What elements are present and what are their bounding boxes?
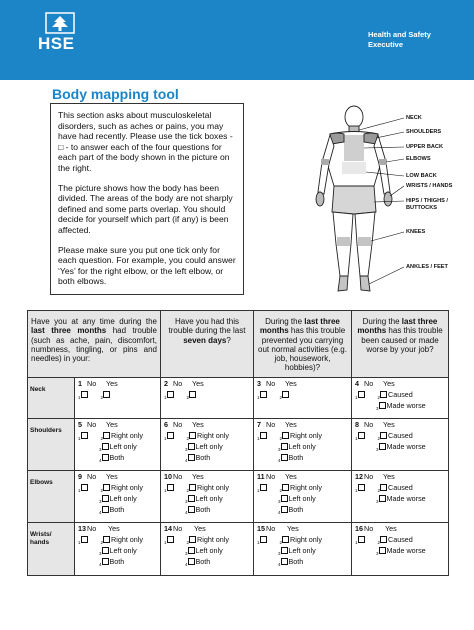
wrists-q1-right-checkbox[interactable] <box>103 536 110 543</box>
label-hips-line-1: HIPS / THIGHS / <box>406 198 448 204</box>
shoulders-q4-cell: 8 No Yes $_1$ $_2$ Caused $_3$ Made worse <box>352 419 449 471</box>
shoulders-q2-no-checkbox[interactable] <box>167 432 174 439</box>
shoulders-q2-right-checkbox[interactable] <box>189 432 196 439</box>
wrists-q1-left-checkbox[interactable] <box>102 547 109 554</box>
shoulders-q1-right-checkbox[interactable] <box>103 432 110 439</box>
shoulders-q2-both-checkbox[interactable] <box>188 454 195 461</box>
wrists-q4-caused-checkbox[interactable] <box>380 536 387 543</box>
label-elbows: ELBOWS <box>406 156 431 162</box>
label-shoulders: SHOULDERS <box>406 129 442 135</box>
questionnaire-table <box>27 310 449 576</box>
label-knees: KNEES <box>406 229 426 235</box>
elbows-q2-left-checkbox[interactable] <box>188 495 195 502</box>
table-row <box>28 523 449 576</box>
neck-q3-yes-checkbox[interactable] <box>282 391 289 398</box>
shoulders-q2-left-checkbox[interactable] <box>188 443 195 450</box>
body-part-shoulders: Shoulders <box>28 419 75 471</box>
wrists-q1-cell: 13No Yes $_1$ $_2$ Right only $_3$ Left only $_4$ Both <box>75 523 161 576</box>
shoulders-q1-both-checkbox[interactable] <box>102 454 109 461</box>
shoulders-q3-left-checkbox[interactable] <box>281 443 288 450</box>
hse-header-banner <box>0 0 474 80</box>
wrists-q4-no-checkbox[interactable] <box>358 536 365 543</box>
wrists-q2-cell: 14No Yes $_1$ $_2$ Right only $_3$ Left only $_4$ Both <box>161 523 254 576</box>
body-part-neck: Neck <box>28 378 75 419</box>
wrists-q1-no-checkbox[interactable] <box>81 536 88 543</box>
question-2-header: Have you had this trouble during the last seven days? <box>161 311 254 378</box>
table-header-row <box>28 311 449 378</box>
elbows-q3-both-checkbox[interactable] <box>281 506 288 513</box>
table-row <box>28 471 449 523</box>
elbows-q4-no-checkbox[interactable] <box>358 484 365 491</box>
elbows-q4-cell: 12No Yes $_1$ $_2$ Caused $_3$ Made worse <box>352 471 449 523</box>
label-wrists-hands: WRISTS / HANDS <box>406 183 453 189</box>
wrists-q3-cell: 15No Yes $_1$ $_2$ Right only $_3$ Left only $_4$ Both <box>254 523 352 576</box>
elbows-q2-cell: 10No Yes $_1$ $_2$ Right only $_3$ Left only $_4$ Both <box>161 471 254 523</box>
table-row <box>28 419 449 471</box>
shoulders-q4-no-checkbox[interactable] <box>358 432 365 439</box>
neck-q4-caused-checkbox[interactable] <box>380 391 387 398</box>
neck-q3-no-checkbox[interactable] <box>260 391 267 398</box>
elbows-q1-right-checkbox[interactable] <box>103 484 110 491</box>
logo-text: HSE <box>38 34 75 53</box>
table-row <box>28 378 449 419</box>
shoulders-q4-made-worse-checkbox[interactable] <box>379 443 386 450</box>
shoulders-q3-right-checkbox[interactable] <box>282 432 289 439</box>
shoulders-q1-left-checkbox[interactable] <box>102 443 109 450</box>
shoulders-q3-both-checkbox[interactable] <box>281 454 288 461</box>
page-title: Body mapping tool <box>52 86 179 102</box>
organisation-name <box>368 30 458 50</box>
neck-q4-no-checkbox[interactable] <box>358 391 365 398</box>
label-ankles-feet: ANKLES / FEET <box>406 264 448 270</box>
wrists-q4-made-worse-checkbox[interactable] <box>379 547 386 554</box>
body-part-wrists-hands <box>28 523 75 576</box>
wrists-q2-both-checkbox[interactable] <box>188 558 195 565</box>
instructions-paragraph-1: This section asks about musculoskeletal disorders, such as aches or pains, you may have had recently. Please use the tick boxes - □ - to answer each of the four questions for each part of the body shown in the picture on the right. <box>58 110 233 173</box>
body-part-elbows: Elbows <box>28 471 75 523</box>
label-upper-back: UPPER BACK <box>406 144 443 150</box>
wrists-q3-both-checkbox[interactable] <box>281 558 288 565</box>
neck-q1-cell: 1 No Yes $_1$ $_2$ <box>75 378 161 419</box>
shoulders-q1-cell: 5 No Yes $_1$ $_2$ Right only $_3$ Left only $_4$ Both <box>75 419 161 471</box>
instructions-box <box>50 103 244 295</box>
elbows-q3-no-checkbox[interactable] <box>260 484 267 491</box>
elbows-q3-cell: 11No Yes $_1$ $_2$ Right only $_3$ Left only $_4$ Both <box>254 471 352 523</box>
shoulders-q3-no-checkbox[interactable] <box>260 432 267 439</box>
question-1-header: Have you at any time during the last three months had trouble (such as ache, pain, discomfort, numbness, tingling, or pins and needles) in your: <box>28 311 161 378</box>
elbows-q2-both-checkbox[interactable] <box>188 506 195 513</box>
wrists-q2-left-checkbox[interactable] <box>188 547 195 554</box>
neck-q2-cell: 2 No Yes $_1$ $_2$ <box>161 378 254 419</box>
elbows-q3-right-checkbox[interactable] <box>282 484 289 491</box>
neck-q1-no-checkbox[interactable] <box>81 391 88 398</box>
shoulders-q1-no-checkbox[interactable] <box>81 432 88 439</box>
instructions-paragraph-3: Please make sure you put one tick only for each question. For example, you could answer ‘Yes’ for the right elbow, or the left elbow, or both elbows. <box>58 244 236 287</box>
question-3-header: During the last three months has this trouble prevented you carrying out normal activities (e.g. job, housework, hobbies)? <box>254 311 352 378</box>
instructions-paragraph-2: The picture shows how the body has been divided. The areas of the body are not sharply defined and some parts overlap. You should decide for yourself which part (if any) is been affected. <box>58 182 233 235</box>
elbows-q1-both-checkbox[interactable] <box>102 506 109 513</box>
shoulders-q3-cell: 7 No Yes $_1$ $_2$ Right only $_3$ Left only $_4$ Both <box>254 419 352 471</box>
neck-q4-cell: 4 No Yes $_1$ $_2$ Caused $_3$ Made worse <box>352 378 449 419</box>
elbows-q4-made-worse-checkbox[interactable] <box>379 495 386 502</box>
label-neck: NECK <box>406 115 422 121</box>
wrists-q2-no-checkbox[interactable] <box>167 536 174 543</box>
elbows-q2-right-checkbox[interactable] <box>189 484 196 491</box>
wrists-q2-right-checkbox[interactable] <box>189 536 196 543</box>
label-low-back: LOW BACK <box>406 173 437 179</box>
body-part-wrists-line-1: Wrists/ <box>30 531 52 538</box>
wrists-q3-no-checkbox[interactable] <box>260 536 267 543</box>
label-hips-thighs-buttocks <box>406 198 448 211</box>
wrists-q4-cell: 16No Yes $_1$ $_2$ Caused $_3$ Made worse <box>352 523 449 576</box>
elbows-q1-left-checkbox[interactable] <box>102 495 109 502</box>
elbows-q3-left-checkbox[interactable] <box>281 495 288 502</box>
body-map-figure <box>250 104 474 300</box>
shoulders-q4-caused-checkbox[interactable] <box>380 432 387 439</box>
org-line-1: Health and Safety <box>368 30 431 39</box>
neck-q3-cell: 3 No Yes $_1$ $_2$ <box>254 378 352 419</box>
neck-q1-yes-checkbox[interactable] <box>103 391 110 398</box>
wrists-q3-right-checkbox[interactable] <box>282 536 289 543</box>
elbows-q4-caused-checkbox[interactable] <box>380 484 387 491</box>
label-hips-line-2: BUTTOCKS <box>406 204 437 211</box>
body-outline-illustration <box>250 104 410 300</box>
neck-q2-yes-checkbox[interactable] <box>189 391 196 398</box>
hse-crown-logo-icon <box>40 12 80 34</box>
elbows-q1-no-checkbox[interactable] <box>81 484 88 491</box>
elbows-q1-cell: 9 No Yes $_1$ $_2$ Right only $_3$ Left only $_4$ Both <box>75 471 161 523</box>
body-part-wrists-line-2: hands <box>30 538 50 546</box>
neck-q4-made-worse-checkbox[interactable] <box>379 402 386 409</box>
wrists-q3-left-checkbox[interactable] <box>281 547 288 554</box>
neck-q2-no-checkbox[interactable] <box>167 391 174 398</box>
question-4-header: During the last three months has this trouble been caused or made worse by your job? <box>352 311 449 378</box>
wrists-q1-both-checkbox[interactable] <box>102 558 109 565</box>
elbows-q2-no-checkbox[interactable] <box>167 484 174 491</box>
shoulders-q2-cell: 6 No Yes $_1$ $_2$ Right only $_3$ Left only $_4$ Both <box>161 419 254 471</box>
org-line-2: Executive <box>368 40 404 49</box>
